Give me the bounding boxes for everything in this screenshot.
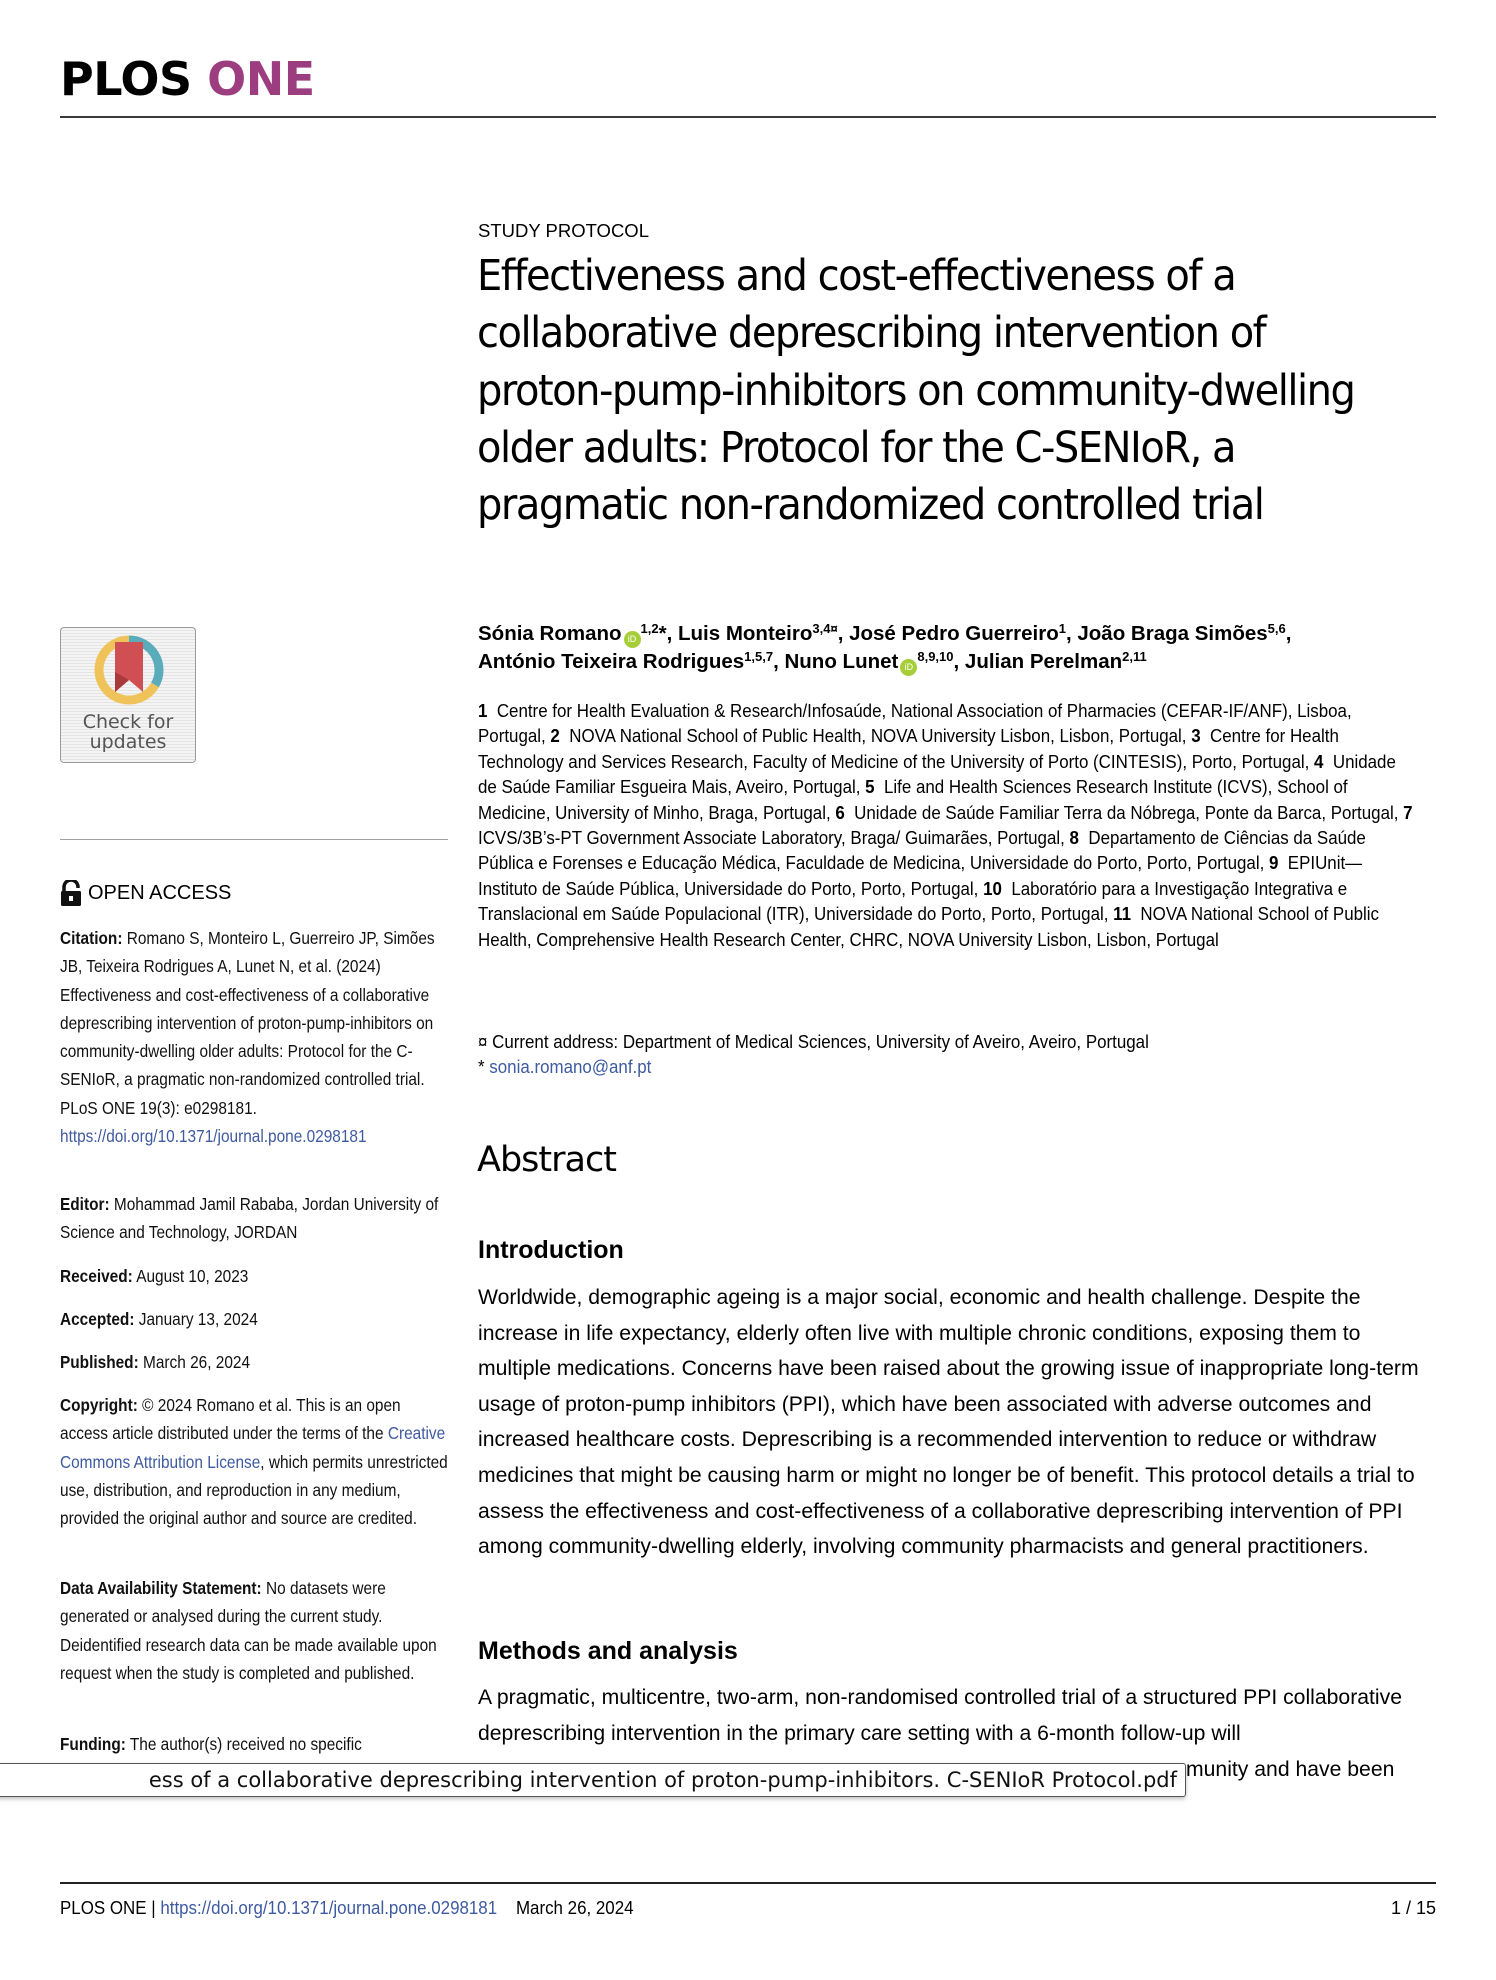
article-type: STUDY PROTOCOL xyxy=(478,220,649,241)
affiliation-number: 11 xyxy=(1113,904,1132,925)
author-name: António Teixeira Rodrigues xyxy=(478,650,745,673)
section-heading-methods: Methods and analysis xyxy=(478,1637,738,1665)
open-lock-icon xyxy=(60,880,82,907)
corresponding-author-mark: * xyxy=(658,622,667,645)
author-affiliation-sup: 8,9,10 xyxy=(917,649,954,664)
page-footer xyxy=(60,1898,634,1919)
affiliation-number: 10 xyxy=(983,878,1002,899)
editor-block: Editor: Mohammad Jamil Rababa, Jordan University of Science and Technology, JORDAN xyxy=(60,1194,439,1243)
affiliation-number: 1 xyxy=(478,701,488,721)
footer-divider xyxy=(60,1882,1436,1884)
author-affiliation-sup: 3,4¤ xyxy=(812,621,838,636)
author-list: Sónia Romano iD$^{1,2}$*, Luis Monteiro$^{3,4¤}$, José Pedro Guerreiro$^1$, João Braga Simões$^{5,6}$, António Teixeira Rodrigues$^{1,5,7}$, Nuno Lunet iD$^{8,9,10}$, Julian Perelman$^{2,11}$ xyxy=(478,620,1438,676)
affiliation-number: 9 xyxy=(1268,853,1279,874)
cc-license-link[interactable]: Creative Commons Attribution License xyxy=(60,1423,446,1472)
affiliation-number: 6 xyxy=(835,802,845,823)
section-heading-introduction: Introduction xyxy=(478,1236,624,1264)
accepted-date: Accepted: January 13, 2024 xyxy=(60,1309,258,1329)
methods-text-continued: munity and have been xyxy=(1186,1757,1395,1781)
author-affiliation-sup: 1,5,7 xyxy=(744,649,774,664)
author-affiliation-sup: 5,6 xyxy=(1267,621,1286,636)
crossmark-icon xyxy=(93,634,165,706)
affiliation-text: EPIUnit—Instituto de Saúde Pública, Universidade do Porto, Porto, Portugal, xyxy=(478,853,1363,899)
author-name: Nuno Lunet xyxy=(784,650,899,673)
header-divider xyxy=(60,116,1436,118)
sidebar-divider xyxy=(60,839,448,840)
footer-date: March 26, 2024 xyxy=(515,1898,634,1918)
check-for-updates-badge[interactable] xyxy=(60,627,196,763)
copyright-block: Copyright: © 2024 Romano et al. This is an open access article distributed under the terms of the Creative Commons Attribution License, which permits unrestricted use, distribution, and reproduction in any medium, provided the original author and source are credited. xyxy=(60,1395,448,1529)
filename-text: ess of a collaborative deprescribing intervention of proton-pump-inhibitors. C-SENIoR Protocol.pdf xyxy=(148,1768,1177,1792)
footer-journal: PLOS ONE | xyxy=(60,1898,156,1918)
author-name: Luis Monteiro xyxy=(677,622,813,645)
affiliation-text: NOVA National School of Public Health, NOVA University Lisbon, Lisbon, Portugal, xyxy=(559,726,1192,747)
page-number: 1 / 15 xyxy=(1390,1898,1436,1918)
abstract-heading: Abstract xyxy=(477,1140,616,1180)
affiliation-number: 5 xyxy=(865,777,875,798)
published-date: Published: March 26, 2024 xyxy=(60,1352,251,1372)
received-date: Received: August 10, 2023 xyxy=(60,1266,249,1286)
corresponding-email-link[interactable]: sonia.romano@anf.pt xyxy=(489,1057,652,1078)
author-affiliation-sup: 1,2 xyxy=(640,621,659,636)
author-name: João Braga Simões xyxy=(1077,622,1268,645)
affiliation-text: Centre for Health Evaluation & Research/Infosaúde, National Association of Pharmacies (CEFAR-IF/ANF), Lisboa, Portugal, xyxy=(478,701,1352,747)
affiliation-number: 3 xyxy=(1191,726,1201,747)
logo-one: ONE xyxy=(207,52,315,106)
author-name: Julian Perelman xyxy=(964,650,1123,673)
author-affiliation-sup: 1 xyxy=(1058,621,1066,636)
affiliation-text: Unidade de Saúde Familiar Esgueira Mais, Aveiro, Portugal, xyxy=(478,751,1396,798)
author-affiliation-sup: 2,11 xyxy=(1122,649,1147,664)
funding-block: Funding: The author(s) received no specific xyxy=(60,1734,362,1754)
affiliation-number: 2 xyxy=(550,726,560,747)
current-address: ¤ Current address: Department of Medical Sciences, University of Aveiro, Aveiro, Portugal xyxy=(478,1032,1149,1052)
article-title: Effectiveness and cost-effectiveness of a collaborative deprescribing intervention of proton-pump-inhibitors on community-dwelling older adults: Protocol for the C-SENIoR, a pragmatic non-randomized controlled trial xyxy=(477,251,1355,531)
affiliation-text: Life and Health Sciences Research Institute (ICVS), School of Medicine, University of Minho, Braga, Portugal, xyxy=(478,777,1348,823)
journal-logo xyxy=(60,52,315,106)
affiliation-number: 8 xyxy=(1069,828,1079,849)
affiliations xyxy=(478,699,1418,953)
affiliation-text: Centre for Health Technology and Services Research, Faculty of Medicine of the University of Porto (CINTESIS), Porto, Portugal, xyxy=(478,726,1339,772)
methods-text: A pragmatic, multicentre, two-arm, non-randomised controlled trial of a structured PPI collaborative deprescribing intervention in the primary care setting with a 6-month follow-up will xyxy=(478,1685,1402,1745)
data-availability-block: Data Availability Statement: No datasets were generated or analysed during the current study. Deidentified research data can be made available upon request when the study is completed and published. xyxy=(60,1578,437,1683)
citation-block: Citation: Romano S, Monteiro L, Guerreiro JP, Simões JB, Teixeira Rodrigues A, Lunet N, et al. (2024) Effectiveness and cost-effectiveness of a collaborative deprescribing intervention of proton-pump-inhibitors on community-dwelling older adults: Protocol for the C-SENIoR, a pragmatic non-randomized controlled trial. PLoS ONE 19(3): e0298181. https://doi.org/10.1371/journal.pone.0298181 xyxy=(60,928,435,1147)
logo-plos: PLOS xyxy=(60,52,192,106)
corresponding-mark: * xyxy=(478,1057,485,1078)
affiliation-text: Unidade de Saúde Familiar Terra da Nóbrega, Ponte da Barca, Portugal, xyxy=(844,802,1404,823)
open-access-label: OPEN ACCESS xyxy=(60,880,231,907)
affiliation-number: 7 xyxy=(1403,802,1413,823)
affiliation-text: Departamento de Ciências da Saúde Pública e Forenses e Educação Médica, Faculdade de Medicina, Universidade do Porto, Porto, Portugal, xyxy=(478,828,1366,874)
orcid-icon[interactable]: iD xyxy=(624,631,641,648)
citation-doi-link[interactable]: https://doi.org/10.1371/journal.pone.0298181 xyxy=(60,1126,367,1147)
author-name: José Pedro Guerreiro xyxy=(849,622,1059,645)
author-name: Sónia Romano xyxy=(478,622,622,645)
check-for-updates-label: Check for updates xyxy=(82,711,174,753)
affiliation-text: Laboratório para a Investigação Integrativa e Translacional em Saúde Populacional (ITR), Universidade do Porto, Porto, Portugal, xyxy=(478,878,1348,925)
correspondence-notes xyxy=(478,1030,1149,1081)
orcid-icon[interactable]: iD xyxy=(900,659,917,676)
introduction-text: Worldwide, demographic ageing is a major social, economic and health challenge. Despite the increase in life expectancy, elderly often live with multiple chronic conditions, exposing them to multiple medications. Concerns have been raised about the growing issue of inappropriate long-term usage of proton-pump inhibitors (PPI), which have been associated with adverse outcomes and increased healthcare costs. Deprescribing is a recommended intervention to reduce or withdraw medicines that might be causing harm or might no longer be of benefit. This protocol details a trial to assess the effectiveness and cost-effectiveness of a collaborative deprescribing intervention of PPI among community-dwelling elderly, involving community pharmacists and general practitioners. xyxy=(478,1285,1419,1559)
affiliation-text: NOVA National School of Public Health, Comprehensive Health Research Center, CHRC, NOVA University Lisbon, Lisbon, Portugal xyxy=(478,904,1380,950)
footer-doi-link[interactable]: https://doi.org/10.1371/journal.pone.0298181 xyxy=(160,1898,498,1918)
affiliation-text: ICVS/3B’s-PT Government Associate Laboratory, Braga/ Guimarães, Portugal, xyxy=(478,802,1418,849)
affiliation-number: 4 xyxy=(1314,751,1324,772)
filename-tooltip xyxy=(0,1763,1186,1797)
